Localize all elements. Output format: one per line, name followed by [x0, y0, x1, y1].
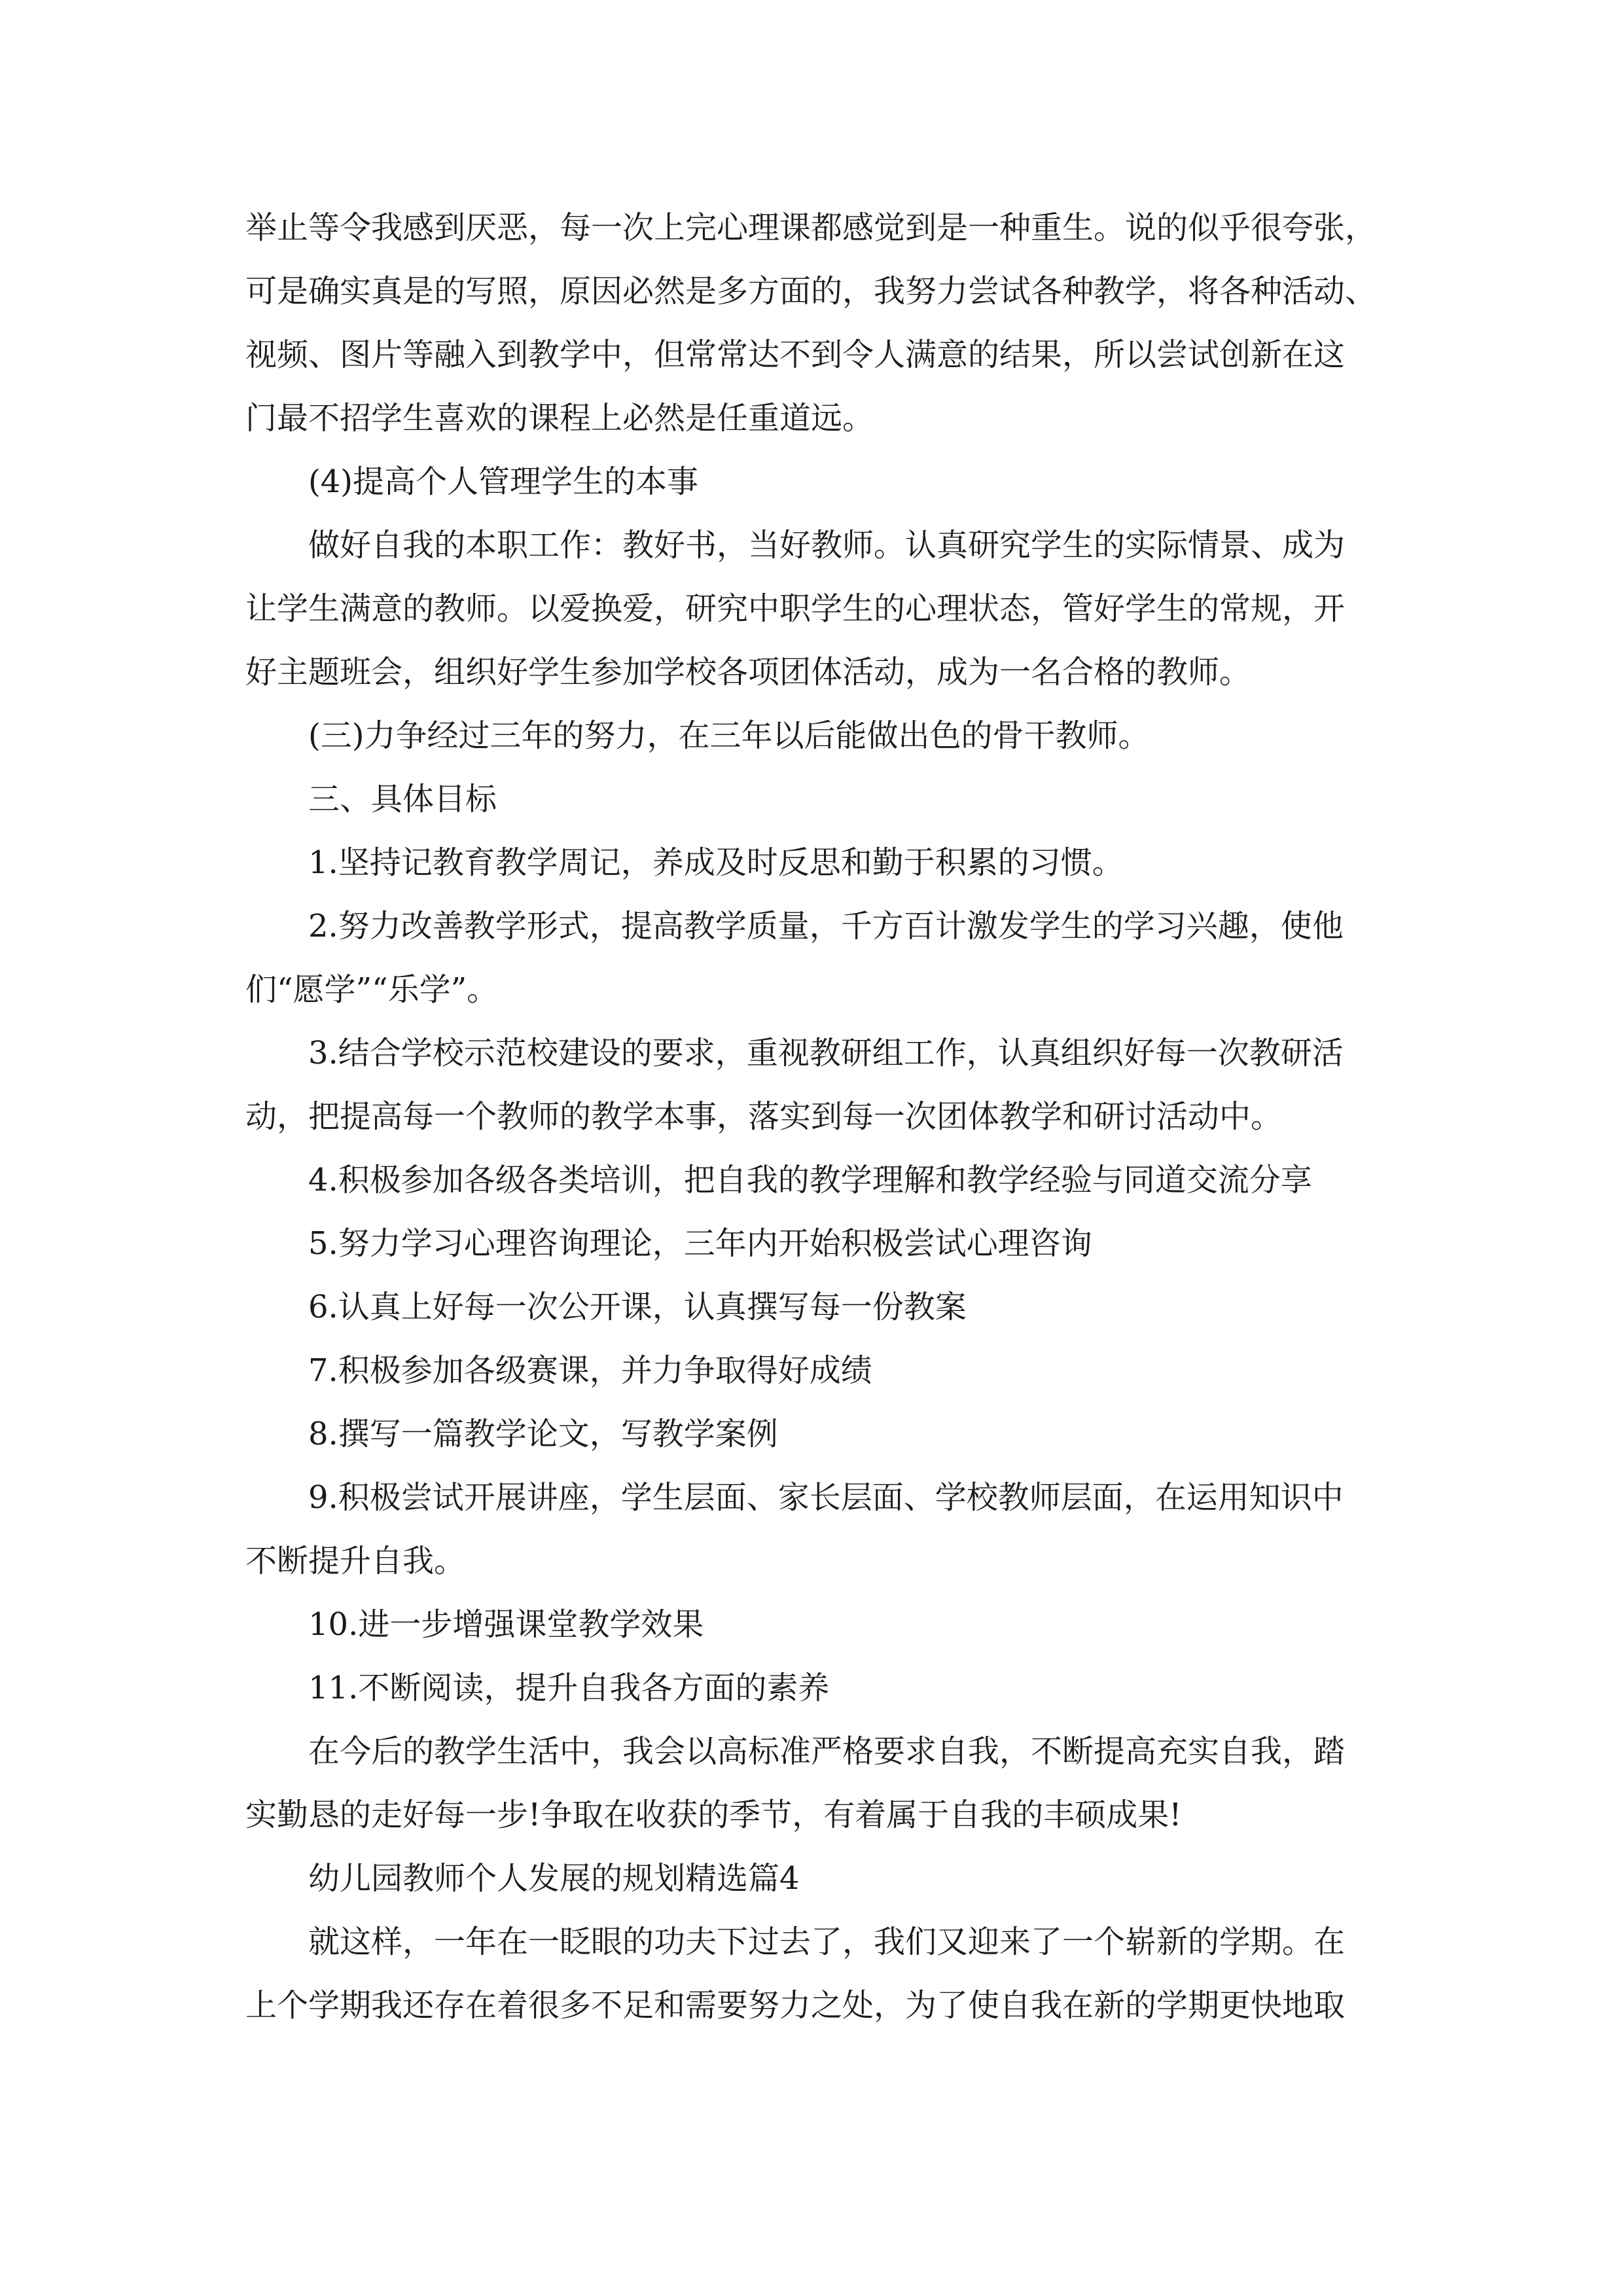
document-body	[245, 196, 1384, 2037]
text-line: 在今后的教学生活中，我会以高标准严格要求自我，不断提高充实自我，踏	[308, 1733, 1346, 1770]
text-line: 上个学期我还存在着很多不足和需要努力之处，为了使自我在新的学期更快地取	[245, 1987, 1346, 2024]
text-line: 4.积极参加各级各类培训，把自我的教学理解和教学经验与同道交流分享	[308, 1162, 1312, 1198]
text-line: 就这样，一年在一眨眼的功夫下过去了，我们又迎来了一个崭新的学期。在	[308, 1924, 1346, 1960]
text-line: 11.不断阅读，提升自我各方面的素养	[308, 1670, 830, 1706]
text-line: (三)力争经过三年的努力，在三年以后能做出色的骨干教师。	[308, 717, 1150, 754]
text-line: 3.结合学校示范校建设的要求，重视教研组工作，认真组织好每一次教研活	[308, 1035, 1344, 1071]
text-line: 5.努力学习心理咨询理论，三年内开始积极尝试心理咨询	[308, 1225, 1092, 1262]
text-line: 8.撰写一篇教学论文，写教学案例	[308, 1416, 778, 1452]
text-line: 实勤恳的走好每一步!争取在收获的季节，有着属于自我的丰硕成果!	[245, 1797, 1182, 1833]
text-line: 视频、图片等融入到教学中，但常常达不到令人满意的结果，所以尝试创新在这	[245, 336, 1346, 373]
text-line: 10.进一步增强课堂教学效果	[308, 1606, 704, 1643]
text-line: 1.坚持记教育教学周记，养成及时反思和勤于积累的习惯。	[308, 844, 1124, 881]
text-line: 好主题班会，组织好学生参加学校各项团体活动，成为一名合格的教师。	[245, 654, 1251, 691]
text-line: 7.积极参加各级赛课，并力争取得好成绩	[308, 1352, 872, 1389]
text-line: 做好自我的本职工作：教好书，当好教师。认真研究学生的实际情景、成为	[308, 527, 1346, 564]
text-line: 们“愿学”“乐学”。	[245, 971, 499, 1008]
text-line: 举止等令我感到厌恶，每一次上完心理课都感觉到是一种重生。说的似乎很夸张，	[245, 209, 1377, 246]
text-line: (4)提高个人管理学生的本事	[308, 463, 698, 500]
text-line: 6.认真上好每一次公开课，认真撰写每一份教案	[308, 1289, 967, 1325]
text-line: 2.努力改善教学形式，提高教学质量，千方百计激发学生的学习兴趣，使他	[308, 908, 1344, 944]
text-line: 可是确实真是的写照，原因必然是多方面的，我努力尝试各种教学，将各种活动、	[245, 273, 1377, 310]
text-line: 让学生满意的教师。以爱换爱，研究中职学生的心理状态，管好学生的常规，开	[245, 590, 1346, 627]
text-line: 幼儿园教师个人发展的规划精选篇4	[308, 1860, 800, 1897]
text-line: 动，把提高每一个教师的教学本事，落实到每一次团体教学和研讨活动中。	[245, 1098, 1283, 1135]
text-line: 门最不招学生喜欢的课程上必然是任重道远。	[245, 400, 874, 437]
text-line: 三、具体目标	[308, 781, 497, 817]
text-line: 不断提升自我。	[245, 1543, 466, 1579]
text-line: 9.积极尝试开展讲座，学生层面、家长层面、学校教师层面，在运用知识中	[308, 1479, 1344, 1516]
